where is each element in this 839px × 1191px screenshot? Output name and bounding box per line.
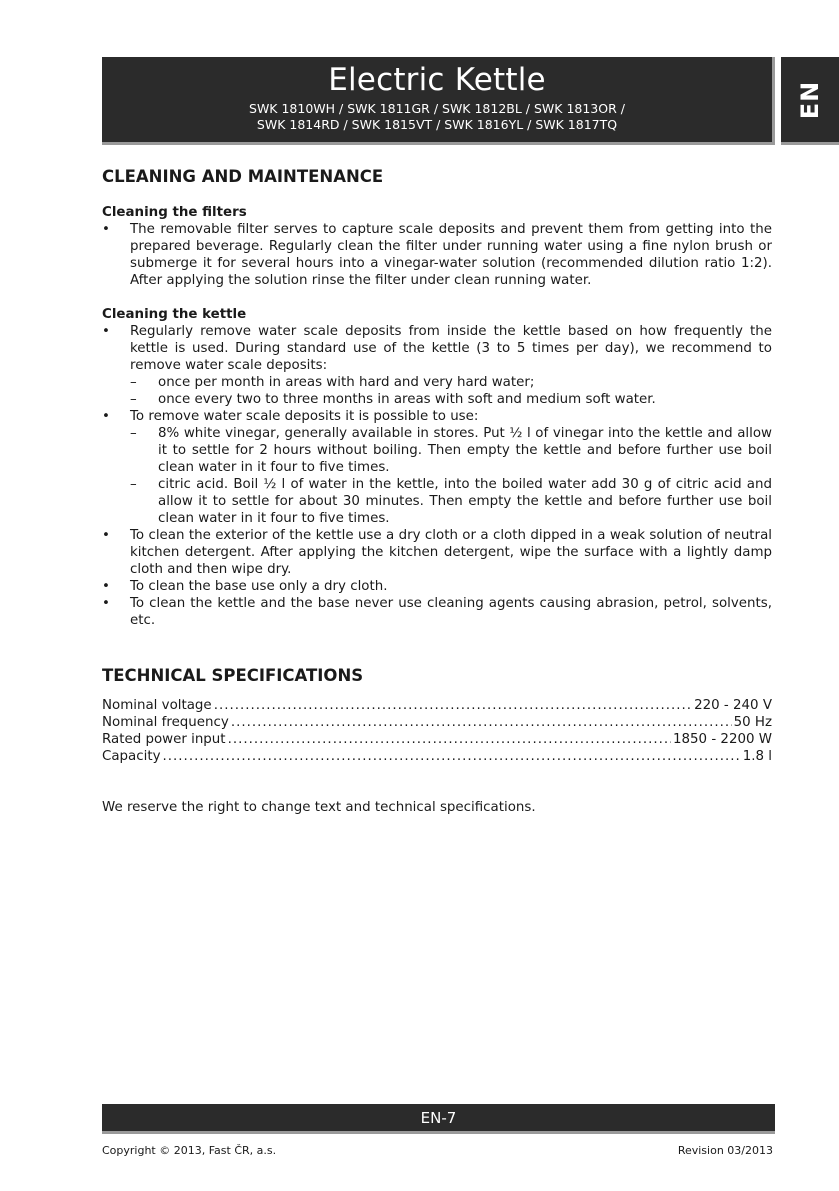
spec-label: Nominal frequency <box>102 715 229 730</box>
spec-value: 50 Hz <box>733 715 772 730</box>
filters-list <box>102 221 772 289</box>
specs-table <box>102 697 772 765</box>
copyright-text: Copyright © 2013, Fast ČR, a.s. <box>102 1144 277 1157</box>
sub-list-item: – 8% white vinegar, generally available in stores. Put ½ l of vinegar into the kettle and allow it to settle for 2 hours without boiling. Then empty the kettle and before further use boil clean water in it four to five times. <box>130 425 772 476</box>
kettle-list <box>102 323 772 629</box>
language-label: EN <box>795 80 824 119</box>
list-item: • To clean the base use only a dry cloth. <box>102 578 772 595</box>
spec-value: 220 - 240 V <box>694 698 772 713</box>
spec-label: Capacity <box>102 749 161 764</box>
dot-leader <box>214 697 692 714</box>
sub-list-item: – once every two to three months in areas with soft and medium soft water. <box>130 391 772 408</box>
spec-value: 1.8 l <box>742 749 772 764</box>
sub-list <box>130 425 772 527</box>
list-item: • To clean the exterior of the kettle use a dry cloth or a cloth dipped in a weak solution of neutral kitchen detergent. After applying the kitchen detergent, wipe the surface with a lightly damp cloth and then wipe dry. <box>102 527 772 578</box>
list-item: • To clean the kettle and the base never use cleaning agents causing abrasion, petrol, solvents, etc. <box>102 595 772 629</box>
filters-subheading: Cleaning the filters <box>102 205 247 220</box>
sub-list <box>130 374 772 408</box>
specs-heading: TECHNICAL SPECIFICATIONS <box>102 666 364 685</box>
document-title: Electric Kettle <box>328 62 546 98</box>
list-item <box>102 408 772 527</box>
spec-row <box>102 697 772 714</box>
dot-leader <box>163 748 741 765</box>
dot-leader <box>231 714 732 731</box>
spec-row <box>102 731 772 748</box>
model-list-line-1: SWK 1810WH / SWK 1811GR / SWK 1812BL / SWK 1813OR / <box>249 101 625 116</box>
language-tab <box>781 57 839 145</box>
spec-label: Rated power input <box>102 732 226 747</box>
page-number: EN-7 <box>420 1109 457 1127</box>
page-number-bar <box>102 1104 775 1134</box>
kettle-subheading: Cleaning the kettle <box>102 307 247 322</box>
spec-row <box>102 714 772 731</box>
revision-text: Revision 03/2013 <box>677 1144 773 1157</box>
spec-label: Nominal voltage <box>102 698 212 713</box>
model-list-line-2: SWK 1814RD / SWK 1815VT / SWK 1816YL / SWK 1817TQ <box>256 117 618 132</box>
sub-list-item: – citric acid. Boil ½ l of water in the kettle, into the boiled water add 30 g of citric acid and allow it to settle for about 30 minutes. Then empty the kettle and before further use boil clean water in it four to five times. <box>130 476 772 527</box>
disclaimer-note: We reserve the right to change text and technical specifications. <box>102 800 536 815</box>
list-item-text: • To remove water scale deposits it is possible to use: <box>130 409 479 424</box>
cleaning-heading: CLEANING AND MAINTENANCE <box>102 167 384 186</box>
spec-value: 1850 - 2200 W <box>673 732 772 747</box>
main-content <box>102 166 772 816</box>
sub-list-item: – once per month in areas with hard and very hard water; <box>130 374 772 391</box>
dot-leader <box>228 731 671 748</box>
list-item: • The removable filter serves to capture scale deposits and prevent them from getting into the prepared beverage. Regularly clean the filter under running water using a fine nylon brush or submerge it for several hours into a vinegar-water solution (recommended dilution ratio 1:2). After applying the solution rinse the filter under clean running water. <box>102 221 772 289</box>
list-item <box>102 323 772 408</box>
spec-row <box>102 748 772 765</box>
document-header <box>102 57 775 145</box>
list-item-text: • Regularly remove water scale deposits from inside the kettle based on how frequently the kettle is used. During standard use of the kettle (3 to 5 times per day), we recommend to remove water scale deposits: <box>130 324 772 373</box>
